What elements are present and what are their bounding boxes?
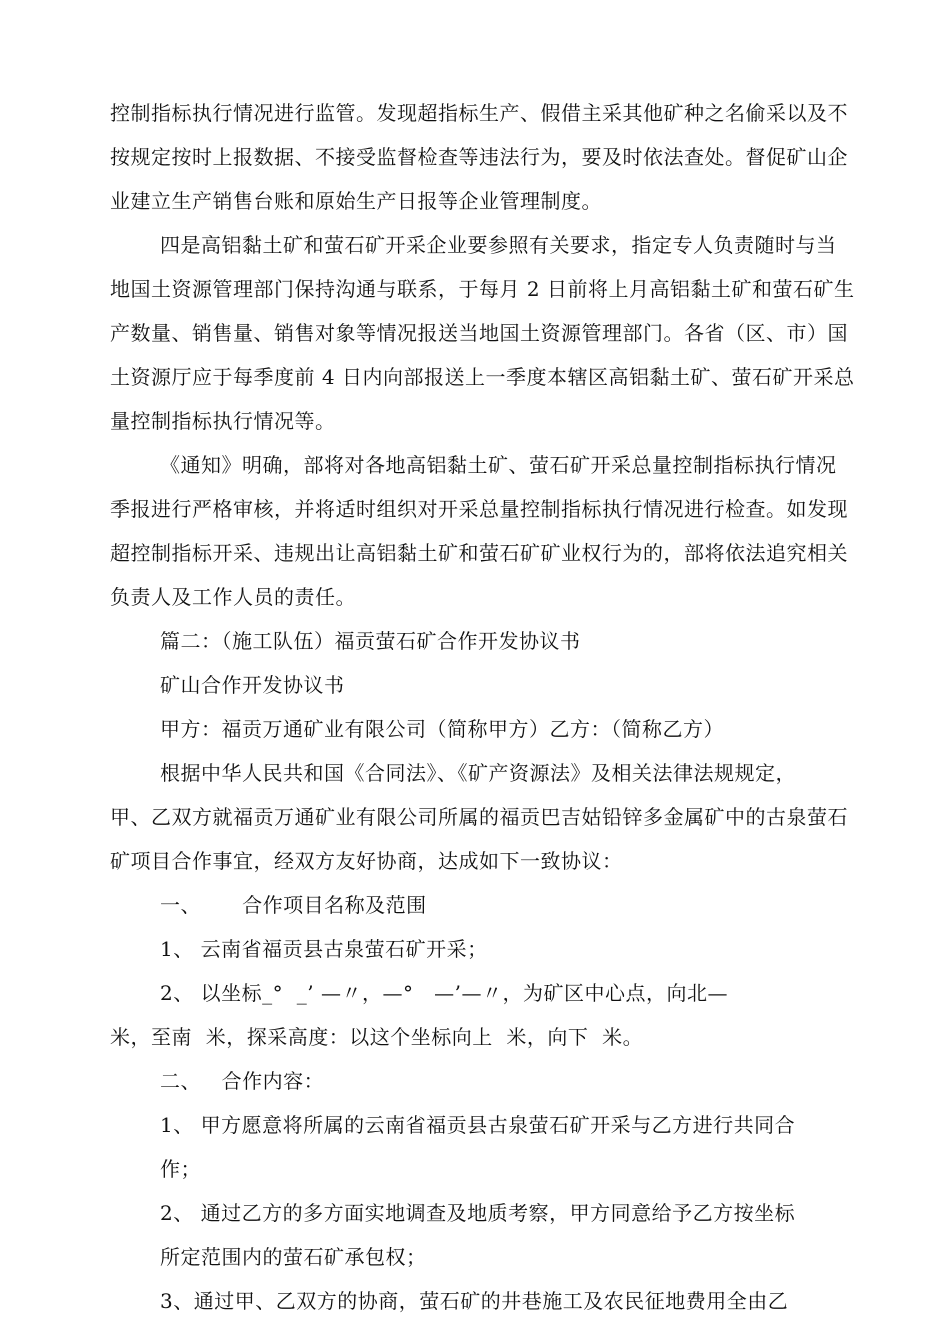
section-heading: 篇二：（施工队伍）福贡萤石矿合作开发协议书 (160, 629, 581, 653)
paragraph-line: 根据中华人民共和国《合同法》、《矿产资源法》及相关法律法规规定， (160, 761, 796, 785)
paragraph-line: 四是高铝黏土矿和萤石矿开采企业要参照有关要求，指定专人负责随时与当 (160, 233, 837, 257)
paragraph-line: 超控制指标开采、违规出让高铝黏土矿和萤石矿矿业权行为的，部将依法追究相关 (110, 541, 848, 565)
clause-item: 2、 通过乙方的多方面实地调查及地质考察，甲方同意给予乙方按坐标 (160, 1201, 796, 1225)
paragraph-line: 量控制指标执行情况等。 (110, 409, 336, 433)
paragraph-line: 业建立生产销售台账和原始生产日报等企业管理制度。 (110, 189, 602, 213)
paragraph-line: 控制指标执行情况进行监管。发现超指标生产、假借主采其他矿种之名偷采以及不 (110, 101, 848, 125)
clause-item: 2、 以坐标_° _’ —〃，—° —’—〃，为矿区中心点，向北— (160, 981, 728, 1005)
clause-heading: 二、 合作内容： (160, 1069, 325, 1093)
paragraph-line: 季报进行严格审核，并将适时组织对开采总量控制指标执行情况进行检查。如发现 (110, 497, 848, 521)
paragraph-line: 《通知》明确，部将对各地高铝黏土矿、萤石矿开采总量控制指标执行情况 (160, 453, 837, 477)
paragraph-line: 产数量、销售量、销售对象等情况报送当地国土资源管理部门。各省（区、市）国 (110, 321, 848, 345)
paragraph-line: 负责人及工作人员的责任。 (110, 585, 356, 609)
paragraph-line: 甲、乙双方就福贡万通矿业有限公司所属的福贡巴吉姑铅锌多金属矿中的古泉萤石 (110, 805, 848, 829)
clause-item: 3、通过甲、乙双方的协商，萤石矿的井巷施工及农民征地费用全由乙 (160, 1289, 789, 1313)
paragraph-line: 矿项目合作事宜，经双方友好协商，达成如下一致协议： (110, 849, 623, 873)
clause-item: 1、 甲方愿意将所属的云南省福贡县古泉萤石矿开采与乙方进行共同合 (160, 1113, 796, 1137)
party-line: 甲方：福贡万通矿业有限公司（简称甲方）乙方：（简称乙方） (160, 717, 724, 741)
clause-heading: 一、 合作项目名称及范围 (160, 893, 427, 917)
paragraph-line: 地国土资源管理部门保持沟通与联系，于每月 2 日前将上月高铝黏土矿和萤石矿生 (110, 277, 855, 301)
document-title: 矿山合作开发协议书 (160, 673, 345, 697)
clause-item: 1、 云南省福贡县古泉萤石矿开采； (160, 937, 488, 961)
clause-item: 米，至南 米，探采高度：以这个坐标向上 米，向下 米。 (110, 1025, 644, 1049)
clause-item: 作； (160, 1157, 201, 1181)
paragraph-line: 土资源厅应于每季度前 4 日内向部报送上一季度本辖区高铝黏土矿、萤石矿开采总 (110, 365, 855, 389)
paragraph-line: 按规定按时上报数据、不接受监督检查等违法行为，要及时依法查处。督促矿山企 (110, 145, 848, 169)
clause-item: 所定范围内的萤石矿承包权； (160, 1245, 427, 1269)
